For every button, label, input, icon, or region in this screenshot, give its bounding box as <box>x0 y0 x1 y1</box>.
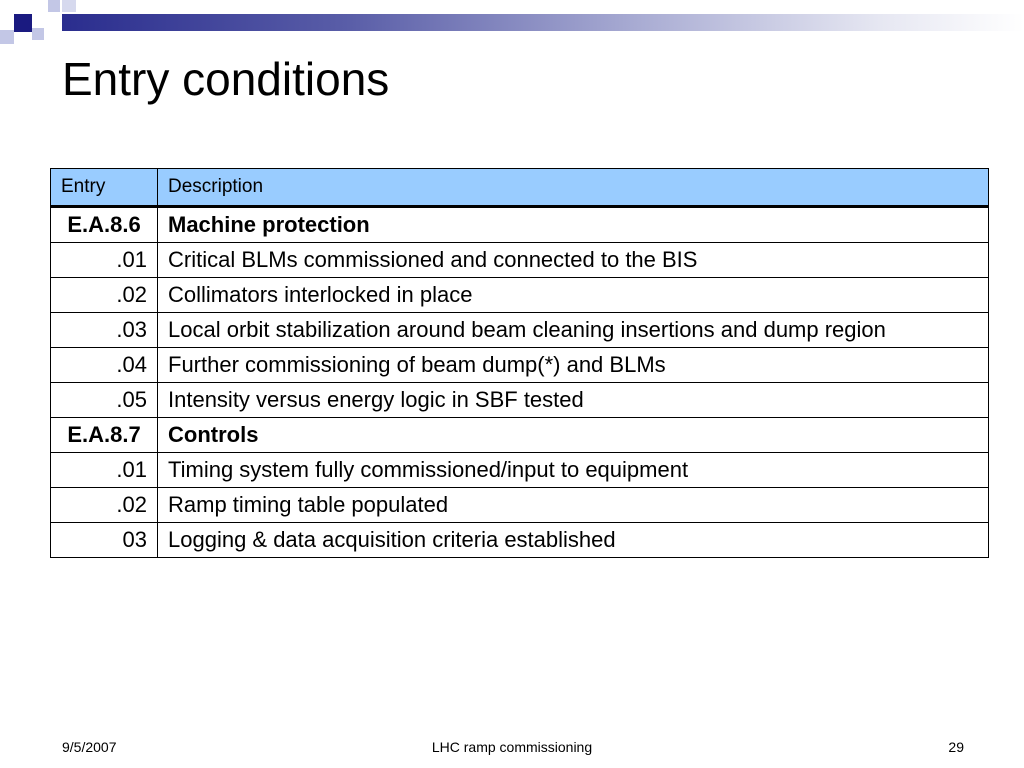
entry-description: Ramp timing table populated <box>158 488 989 523</box>
table-row <box>51 453 989 488</box>
footer-date: 9/5/2007 <box>62 739 117 755</box>
entry-description: Logging & data acquisition criteria established <box>158 523 989 558</box>
table-row <box>51 313 989 348</box>
header-description: Description <box>158 169 989 207</box>
title-gradient-bar <box>62 14 1024 31</box>
entry-id: .02 <box>51 278 158 313</box>
table-row <box>51 488 989 523</box>
entry-id: .05 <box>51 383 158 418</box>
table-header-row <box>51 169 989 207</box>
entry-description: Local orbit stabilization around beam cleaning insertions and dump region <box>158 313 989 348</box>
entry-conditions-table <box>50 168 989 558</box>
entry-description: Collimators interlocked in place <box>158 278 989 313</box>
footer-title: LHC ramp commissioning <box>431 739 593 755</box>
slide-title: Entry conditions <box>62 53 390 105</box>
entry-description: Timing system fully commissioned/input to equipment <box>158 453 989 488</box>
footer-page-number: 29 <box>948 739 964 755</box>
entry-id: .01 <box>51 243 158 278</box>
decor-square <box>62 0 76 12</box>
entry-id: .03 <box>51 313 158 348</box>
section-id: E.A.8.7 <box>51 418 158 453</box>
entry-id: .01 <box>51 453 158 488</box>
entry-id: 03 <box>51 523 158 558</box>
decor-square <box>14 14 32 32</box>
header-entry: Entry <box>51 169 158 207</box>
decor-square <box>48 0 60 12</box>
entry-id: .02 <box>51 488 158 523</box>
decor-square <box>0 30 14 44</box>
entry-description: Intensity versus energy logic in SBF tested <box>158 383 989 418</box>
entry-description: Further commissioning of beam dump(*) and BLMs <box>158 348 989 383</box>
table-row <box>51 348 989 383</box>
table-row <box>51 383 989 418</box>
section-name: Controls <box>158 418 989 453</box>
table-row <box>51 278 989 313</box>
section-id: E.A.8.6 <box>51 207 158 243</box>
section-row-controls <box>51 418 989 453</box>
table-row <box>51 523 989 558</box>
section-row-machine-protection <box>51 207 989 243</box>
entry-description: Critical BLMs commissioned and connected to the BIS <box>158 243 989 278</box>
section-name: Machine protection <box>158 207 989 243</box>
entry-id: .04 <box>51 348 158 383</box>
table-row <box>51 243 989 278</box>
decor-square <box>32 28 44 40</box>
